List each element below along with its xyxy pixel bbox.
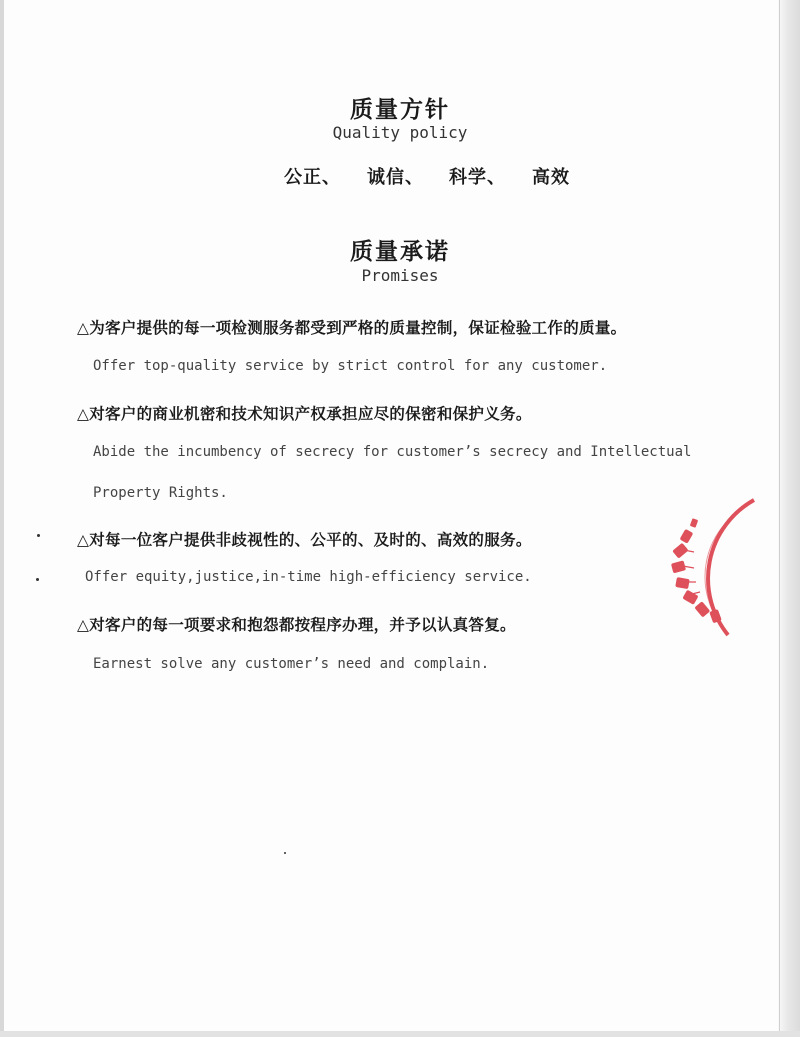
promise-item-cn: △对每一位客户提供非歧视性的、公平的、及时的、高效的服务。 <box>77 530 532 549</box>
policy-value: 科学、 <box>449 167 506 188</box>
quality-policy-title-en: Quality policy <box>332 123 468 142</box>
quality-policy-title-cn: 质量方针 <box>350 96 450 123</box>
scan-speck <box>284 852 286 854</box>
scan-edge-left <box>0 0 4 1037</box>
promises-title-en: Promises <box>361 266 439 285</box>
scan-speck <box>36 578 39 581</box>
scan-edge-bottom <box>0 1031 800 1037</box>
promise-item-en: Offer top-quality service by strict control for any customer. <box>93 358 608 374</box>
promise-item-cn: △对客户的每一项要求和抱怨都按程序办理，并予以认真答复。 <box>77 615 516 634</box>
scan-edge-line <box>779 0 780 1037</box>
promise-item-en: Property Rights. <box>93 485 228 501</box>
promise-item-cn: △为客户提供的每一项检测服务都受到严格的质量控制，保证检验工作的质量。 <box>77 318 627 337</box>
policy-value: 公正、 <box>284 167 341 188</box>
promise-item-en: Offer equity,justice,in-time high-efficiency service. <box>85 569 532 585</box>
policy-value: 诚信、 <box>367 167 424 188</box>
promise-item-cn: △对客户的商业机密和技术知识产权承担应尽的保密和保护义务。 <box>77 404 532 423</box>
scan-edge-right <box>778 0 800 1037</box>
red-seal-stamp <box>636 490 776 640</box>
promises-title-cn: 质量承诺 <box>350 238 450 265</box>
promise-item-en: Earnest solve any customer’s need and complain. <box>93 656 490 672</box>
promise-item-en: Abide the incumbency of secrecy for customer’s secrecy and Intellectual <box>93 444 692 460</box>
scan-speck <box>37 534 40 537</box>
policy-value: 高效 <box>532 167 570 188</box>
